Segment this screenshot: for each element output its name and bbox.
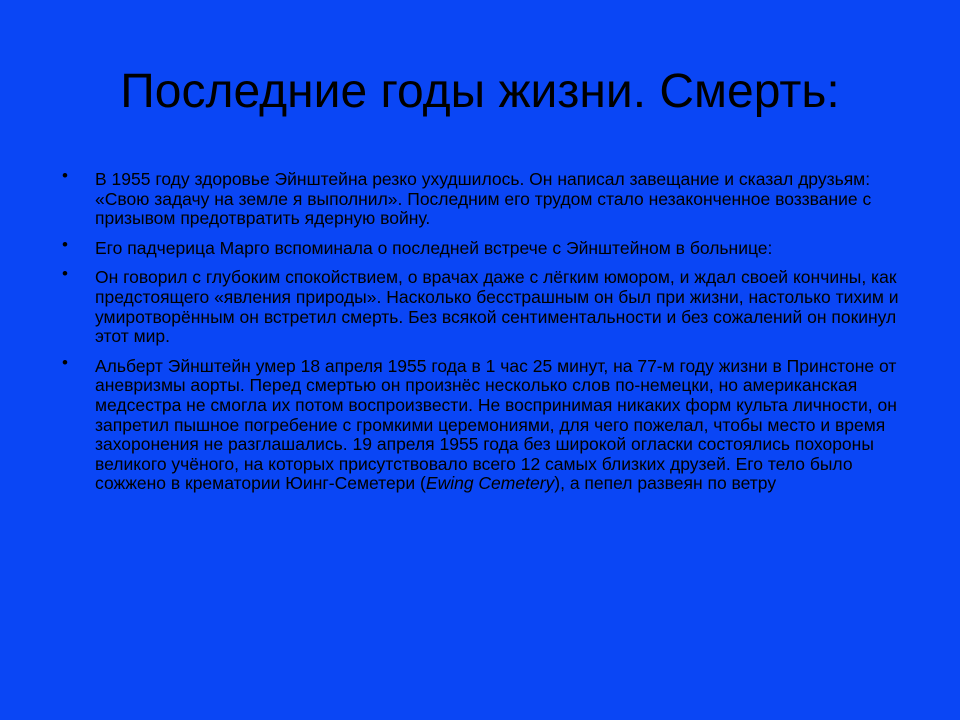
bullet-icon: • <box>62 352 68 372</box>
slide-title: Последние годы жизни. Смерть: <box>120 65 840 118</box>
bullet-list <box>62 166 902 504</box>
bullet-text-before: Альберт Эйнштейн умер 18 апреля 1955 года в 1 час 25 минут, на 77-м году жизни в Принстоне от аневризмы аорты. Перед смертью он произнёс несколько слов по-немецки, но американская медсестра не смогла их потом воспроизвести. Не воспринимая никаких форм культа личности, он запретил пышное погребение с громкими церемониями, для чего пожелал, чтобы место и время захоронения не разглашались. 19 апреля 1955 года без широкой огласки состоялись похороны великого учёного, на которых присутствовало всего 12 самых близких друзей. Его тело было сожжено в крематории Юинг-Семетери ( <box>95 355 897 494</box>
bullet-item <box>62 352 902 494</box>
bullet-icon: • <box>62 166 68 185</box>
bullet-text: Он говорил с глубоким спокойствием, о врачах даже с лёгким юмором, и ждал своей кончины, как предстоящего «явления природы». Насколько бесстрашным он был при жизни, настолько тихим и умиротворённым он встретил смерть. Без всякой сентиментальности и без сожалений он покинул этот мир. <box>95 267 899 347</box>
bullet-text-after: ), а пепел развеян по ветру <box>554 473 777 494</box>
bullet-icon: • <box>62 234 68 254</box>
bullet-text: В 1955 году здоровье Эйнштейна резко ухудшилось. Он написал завещание и сказал друзьям: «Свою задачу на земле я выполнил». Последним его трудом стало незаконченное воззвание с призывом предотвратить ядерную войну. <box>95 169 872 229</box>
bullet-item <box>62 234 902 259</box>
bullet-icon: • <box>62 264 68 284</box>
bullet-item <box>62 264 902 347</box>
bullet-text: Его падчерица Марго вспоминала о последней встрече с Эйнштейном в больнице: <box>95 237 773 258</box>
bullet-text-italic: Ewing Cemetery <box>425 473 555 494</box>
bullet-item <box>62 166 902 229</box>
bullet-text <box>95 356 897 494</box>
